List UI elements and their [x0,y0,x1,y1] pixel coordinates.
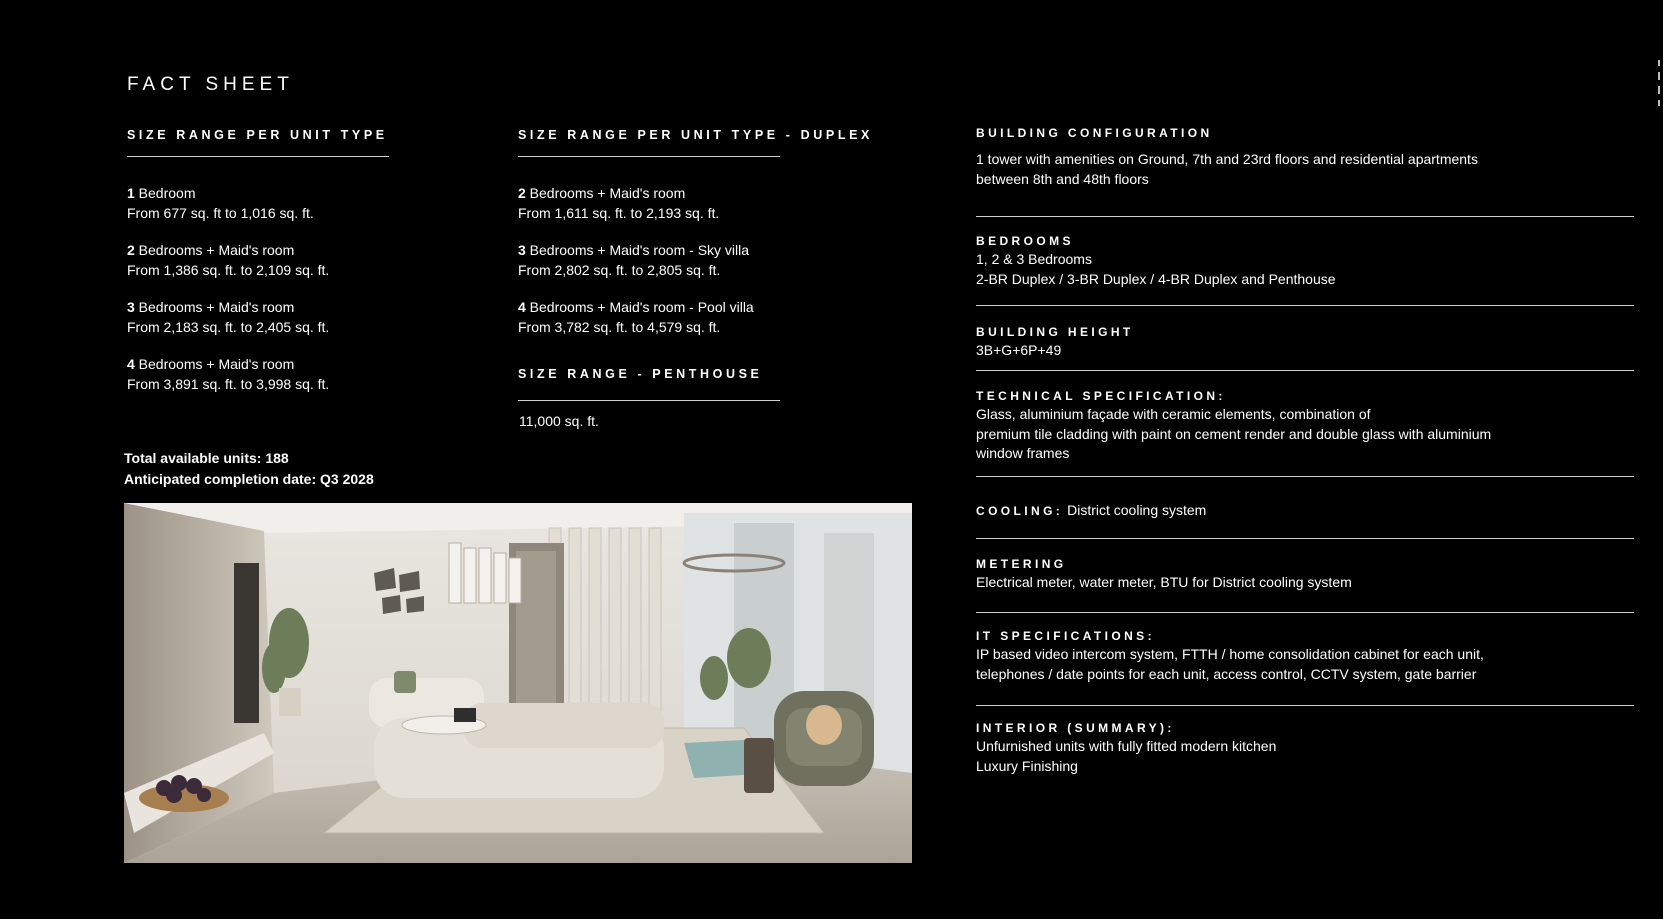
unit-size-range: From 3,891 sq. ft. to 3,998 sq. ft. [127,376,330,392]
it-heading: IT SPECIFICATIONS: [976,629,1155,643]
unit-item [127,183,392,223]
unit-type [518,240,783,260]
spec-line: 1 tower with amenities on Ground, 7th and 23rd floors and residential apartments [976,151,1478,167]
size-range-heading: SIZE RANGE PER UNIT TYPE [127,128,388,142]
divider [976,476,1634,477]
divider [976,538,1634,539]
edge-mark [1658,60,1660,66]
unit-type [127,240,392,260]
unit-type-label: Bedrooms + Maid's room [134,299,295,315]
unit-size-range: From 1,386 sq. ft. to 2,109 sq. ft. [127,262,330,278]
technical-heading: TECHNICAL SPECIFICATION: [976,389,1226,403]
divider [976,370,1634,371]
divider [518,156,780,157]
spec-line: 3B+G+6P+49 [976,342,1062,358]
unit-item [127,297,392,337]
interior-heading: INTERIOR (SUMMARY): [976,721,1175,735]
spec-cooling [976,501,1206,522]
unit-bedroom-count: 2 [518,185,526,201]
interior-photo [124,503,912,863]
project-summary [124,448,374,490]
unit-type [518,297,783,317]
building-height-heading: BUILDING HEIGHT [976,325,1134,339]
unit-type-label: Bedrooms + Maid's room [525,185,686,201]
building-configuration-heading: BUILDING CONFIGURATION [976,126,1213,140]
duplex-heading: SIZE RANGE PER UNIT TYPE - DUPLEX [518,128,873,142]
spec-line: Luxury Finishing [976,757,1078,774]
spec-line: Unfurnished units with fully fitted modern kitchen [976,738,1277,754]
page-title: FACT SHEET [127,74,294,95]
unit-bedroom-count: 3 [127,299,135,315]
unit-type-label: Bedrooms + Maid's room - Sky villa [525,242,750,258]
unit-bedroom-count: 4 [127,356,135,372]
spec-metering [976,557,1352,593]
unit-type-label: Bedrooms + Maid's room [134,242,295,258]
spec-line: IP based video intercom system, FTTH / home consolidation cabinet for each unit, [976,646,1484,662]
unit-item [518,183,783,223]
unit-size-range: From 2,183 sq. ft. to 2,405 sq. ft. [127,319,330,335]
unit-bedroom-count: 4 [518,299,526,315]
unit-bedroom-count: 2 [127,242,135,258]
unit-item [127,354,392,394]
spec-line: between 8th and 48th floors [976,170,1149,187]
cooling-row [976,501,1206,522]
divider [518,400,780,401]
cooling-text: District cooling system [1067,502,1207,518]
edge-mark [1658,72,1660,80]
cooling-heading: COOLING: [976,504,1064,518]
divider [976,305,1634,306]
unit-type-label: Bedroom [134,185,196,201]
divider [127,156,389,157]
spec-line: 1, 2 & 3 Bedrooms [976,251,1092,267]
divider [976,612,1634,613]
edge-mark [1658,86,1660,94]
unit-type [127,354,392,374]
spec-it [976,629,1484,684]
spec-line: Electrical meter, water meter, BTU for District cooling system [976,574,1352,590]
spec-line: premium tile cladding with paint on cement render and double glass with aluminium [976,425,1492,442]
duplex-section [518,128,873,337]
spec-interior [976,721,1276,776]
unit-type [127,183,392,203]
bedrooms-heading: BEDROOMS [976,234,1074,248]
unit-type [127,297,392,317]
unit-item [518,240,783,280]
unit-size-range: From 3,782 sq. ft. to 4,579 sq. ft. [518,319,721,335]
completion-date: Anticipated completion date: Q3 2028 [124,471,374,487]
spec-bedrooms [976,234,1336,289]
unit-bedroom-count: 3 [518,242,526,258]
unit-size-range: From 1,611 sq. ft. to 2,193 sq. ft. [518,205,720,221]
spec-line: Glass, aluminium façade with ceramic elements, combination of [976,406,1371,422]
penthouse-heading: SIZE RANGE - PENTHOUSE [518,367,763,381]
unit-type-label: Bedrooms + Maid's room - Pool villa [525,299,754,315]
unit-item [518,297,783,337]
unit-size-range: From 677 sq. ft to 1,016 sq. ft. [127,205,314,221]
unit-size-range: From 2,802 sq. ft. to 2,805 sq. ft. [518,262,721,278]
duplex-unit-list [518,183,783,337]
metering-heading: METERING [976,557,1067,571]
unit-item [127,240,392,280]
spec-technical [976,389,1491,464]
unit-type-label: Bedrooms + Maid's room [134,356,295,372]
spec-line: 2-BR Duplex / 3-BR Duplex / 4-BR Duplex and Penthouse [976,270,1336,287]
divider [976,216,1634,217]
divider [976,705,1634,706]
spec-line: window frames [976,445,1070,461]
unit-type [518,183,783,203]
unit-list [127,183,392,394]
size-range-section [127,128,392,394]
penthouse-size: 11,000 sq. ft. [519,413,599,429]
spec-line: telephones / date points for each unit, access control, CCTV system, gate barrier [976,665,1477,682]
spec-building-height [976,325,1134,361]
total-units: Total available units: 188 [124,450,289,466]
unit-bedroom-count: 1 [127,185,135,201]
edge-mark [1658,100,1660,106]
spec-building-configuration [976,126,1478,189]
